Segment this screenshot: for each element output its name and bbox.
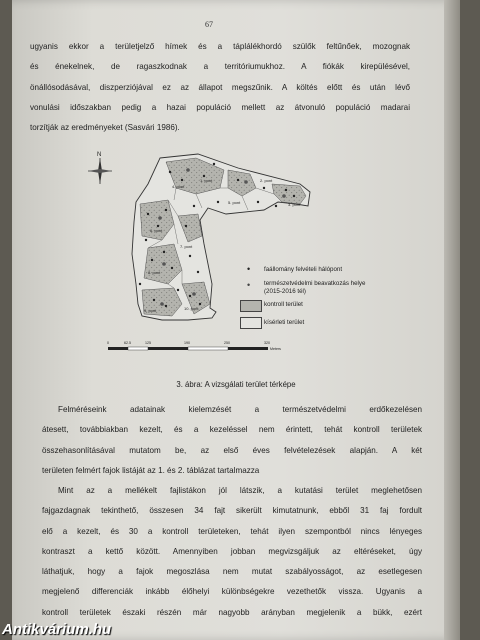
legend-sampling: faállomány felvételi hálópont <box>264 266 343 273</box>
legend-control: kontroll terület <box>264 301 303 308</box>
compass-label: N <box>97 152 102 158</box>
legend-intervention: természetvédelmi beavatkozás helye (2015-2016 tél) <box>264 280 366 295</box>
paragraph-species <box>42 481 422 623</box>
text-line: Felméréseink adatainak kielemzését a természetvédelmi erdőkezelésen <box>58 405 422 414</box>
experimental-swatch <box>240 317 262 329</box>
text-line: torzítják az eredményeket (Sasvári 1986). <box>30 123 180 133</box>
scale-tick: 125 <box>145 341 151 345</box>
compass-icon <box>88 158 112 184</box>
scale-tick: 190 <box>184 341 190 345</box>
text-line: elő a kezelt, és 30 a kontroll területeken, tehát ilyen szempontból nincs lényeges <box>42 526 422 536</box>
text-line: Mint az a mellékelt fajlistákon jól látszik, a kutatási terület meglehetősen <box>58 486 422 495</box>
point-label: 6. pont <box>150 228 163 233</box>
point-label: 7. pont <box>180 244 193 249</box>
study-area-map <box>78 144 378 369</box>
text-line: kontraszt a kettő között. Amennyiben jobban megvizsgáljuk az eltéréseket, úgy <box>42 546 422 556</box>
point-label: 10. pont <box>184 306 199 311</box>
book-page <box>12 0 460 640</box>
text-line: fajgazdagnak tekinthető, összesen 34 fajt sikerült kimutatnunk, ebből 31 faj fordult <box>42 506 422 516</box>
point-label: 5. pont <box>228 200 241 205</box>
scale-tick: 62.5 <box>124 341 131 345</box>
text-line: láthatjuk, hogy a fajok megoszlása nem mutat szabályosságot, az esetlegesen <box>42 567 422 577</box>
watermark-logo: Antikvárium.hu <box>2 621 112 638</box>
point-label: 9. pont <box>144 308 157 313</box>
point-label: 3. pont <box>288 202 301 207</box>
text-line: összehasonlításával mutatom be, az első éves felvételezések alapján. A két <box>42 445 422 455</box>
text-line: ugyanis ekkor a területjelző hímek és a táplálékhordó szülők feltűnőek, mozognak <box>30 42 410 51</box>
intervention-symbol: • <box>247 280 251 290</box>
scale-tick: 0 <box>107 341 109 345</box>
legend-experimental: kísérleti terület <box>264 319 305 326</box>
point-label: 8. pont <box>148 270 161 275</box>
point-label: 1. pont <box>200 178 213 183</box>
text-line: önállósodásával, diszperziójával ez az állapot megszűnik. A költés előtt és után lévő <box>30 82 410 92</box>
point-label: 4. pont <box>172 184 185 189</box>
text-line: vonulási időszakban pedig a hazai populáció mellett az átvonuló populáció madarai <box>30 102 410 112</box>
scale-unit: Meters <box>270 347 281 351</box>
text-line: átesett, továbbiakban kezelt, és a kezeléssel nem érintett, tehát kontroll területek <box>42 425 422 435</box>
figure-caption: 3. ábra: A vizsgálati terület térképe <box>176 380 296 389</box>
scale-bar <box>108 347 268 350</box>
paragraph-results <box>42 400 422 481</box>
scale-tick: 250 <box>224 341 230 345</box>
scale-tick: 320 <box>264 341 270 345</box>
sampling-point-symbol: • <box>247 264 251 274</box>
point-label: 2. pont <box>260 178 273 183</box>
control-swatch <box>240 300 262 312</box>
paragraph-intro <box>30 37 410 138</box>
text-line: kontroll területek északi részén már nagyobb arányban megjelenik a bükk, ezért <box>42 607 422 617</box>
book-spine <box>444 0 460 640</box>
text-line: területen felmért fajok listáját az 1. és 2. táblázat tartalmazza <box>42 465 260 475</box>
page-number: 67 <box>205 20 213 29</box>
text-line: megjelenő differenciák inkább élőhelyi különbségekre vezethetők vissza. Ugyanis a <box>42 587 422 597</box>
text-line: és énekelnek, de ragaszkodnak a territóriumukhoz. A fiókák kirepülésével, <box>30 62 410 72</box>
